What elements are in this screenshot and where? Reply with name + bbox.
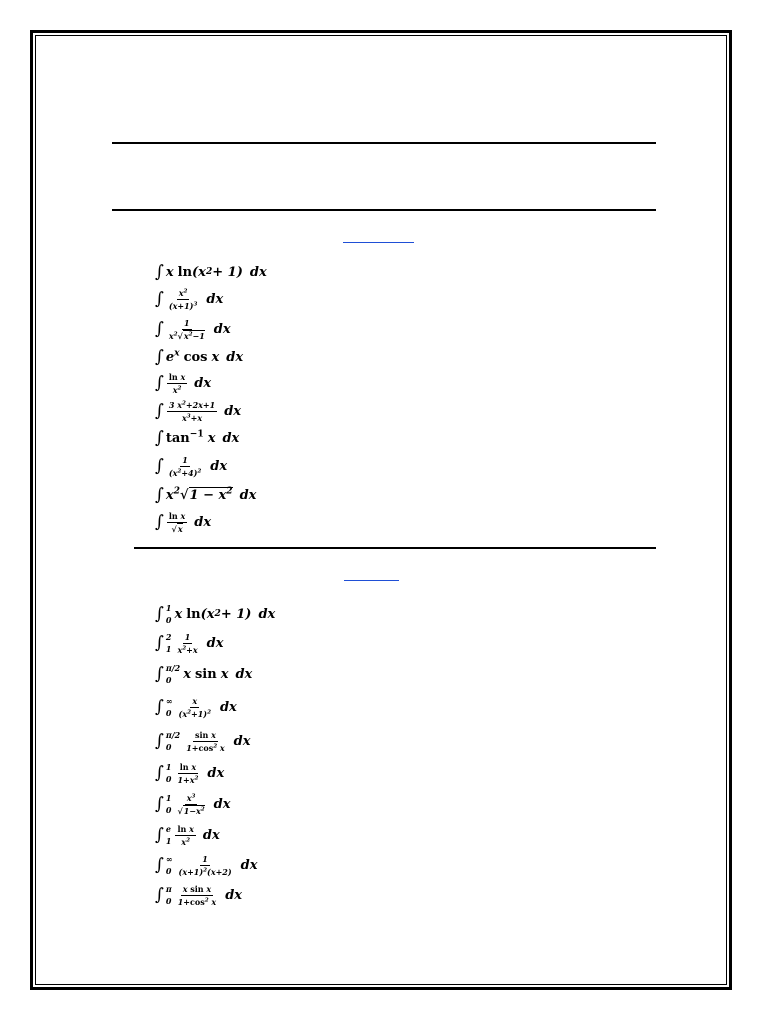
integral-sign-icon: ∫ bbox=[155, 854, 164, 875]
integral-sign-icon: ∫ bbox=[155, 261, 164, 282]
integral-sign-icon: ∫ bbox=[155, 484, 164, 505]
integral-sign-icon: ∫ bbox=[155, 372, 164, 393]
title-rule-top bbox=[112, 142, 656, 144]
integral-item: ∫ $\frac{\text{ln x}}{√x}$ dx bbox=[155, 510, 212, 534]
integral-item: ∫ π/2 0 $\frac{\text{sin x}}{1+\cos^2 x}$ dx bbox=[155, 729, 251, 753]
integral-sign-icon: ∫ bbox=[155, 793, 164, 814]
integral-item: ∫ x ln ( x 2 + 1) dx bbox=[155, 261, 267, 282]
section-heading-link-definite[interactable] bbox=[344, 580, 399, 581]
integral-sign-icon: ∫ bbox=[155, 318, 164, 339]
integral-sign-icon: ∫ bbox=[155, 427, 164, 448]
integral-sign-icon: ∫ bbox=[155, 632, 164, 653]
integral-item: ∫ π/2 0 x sin x dx bbox=[155, 663, 253, 685]
integral-item: ∫ $e^x$ cos x dx bbox=[155, 346, 244, 367]
title-rule-bottom bbox=[112, 209, 656, 211]
integral-item: ∫ $\frac{x^2}{(x+1)^3}$ dx bbox=[155, 287, 224, 311]
integral-item: ∫ $\frac{1}{x^2√x^2-1}$ dx bbox=[155, 317, 231, 341]
definite-integral-list bbox=[155, 600, 275, 910]
integral-item: ∫ ∞ 0 $\frac{1}{(x+1)^2(x+2)}$ dx bbox=[155, 853, 258, 877]
integral-item: ∫ $\tan^{-1}$ x dx bbox=[155, 427, 240, 448]
integral-item: ∫ 1 0 $\frac{x^3}{√1-x^2}$ dx bbox=[155, 792, 231, 816]
integral-item: ∫ $\frac{3 x^2+2x+1}{x^3+x}$ dx bbox=[155, 399, 242, 423]
integral-sign-icon: ∫ bbox=[155, 730, 164, 751]
integral-sign-icon: ∫ bbox=[155, 696, 164, 717]
integral-sign-icon: ∫ bbox=[155, 663, 164, 684]
section-heading-link-indefinite[interactable] bbox=[343, 242, 414, 243]
integral-item: ∫ $x^2$ √ $1 - x^2$ dx bbox=[155, 484, 257, 505]
indefinite-integral-list bbox=[155, 260, 267, 536]
integral-sign-icon: ∫ bbox=[155, 400, 164, 421]
integral-item: ∫ π 0 $\frac{\text{x sin x}}{1+\cos^2 x}$ dx bbox=[155, 883, 243, 907]
integral-sign-icon: ∫ bbox=[155, 824, 164, 845]
integral-sign-icon: ∫ bbox=[155, 884, 164, 905]
integral-sign-icon: ∫ bbox=[155, 511, 164, 532]
integral-item: ∫ ∞ 0 $\frac{x}{(x^2+1)^2}$ dx bbox=[155, 695, 237, 719]
integral-sign-icon: ∫ bbox=[155, 288, 164, 309]
page-border-inner bbox=[35, 35, 727, 985]
integral-item: ∫ 1 0 $\frac{\text{ln x}}{1+x^2}$ dx bbox=[155, 761, 225, 785]
integral-item: ∫ 2 1 $\frac{1}{x^2+x}$ dx bbox=[155, 631, 224, 655]
integral-item: ∫ $\frac{1}{(x^2+4)^2}$ dx bbox=[155, 454, 228, 478]
integral-sign-icon: ∫ bbox=[155, 762, 164, 783]
integral-sign-icon: ∫ bbox=[155, 455, 164, 476]
integral-item: ∫ $\frac{\text{ln x}}{x^2}$ dx bbox=[155, 371, 212, 395]
integral-item: ∫ 1 0 x ln ( x 2 + 1) dx bbox=[155, 603, 276, 625]
integral-sign-icon: ∫ bbox=[155, 346, 164, 367]
integral-item: ∫ e 1 $\frac{\text{ln x}}{x^2}$ dx bbox=[155, 823, 220, 847]
section-divider bbox=[134, 547, 656, 549]
integral-sign-icon: ∫ bbox=[155, 603, 164, 624]
